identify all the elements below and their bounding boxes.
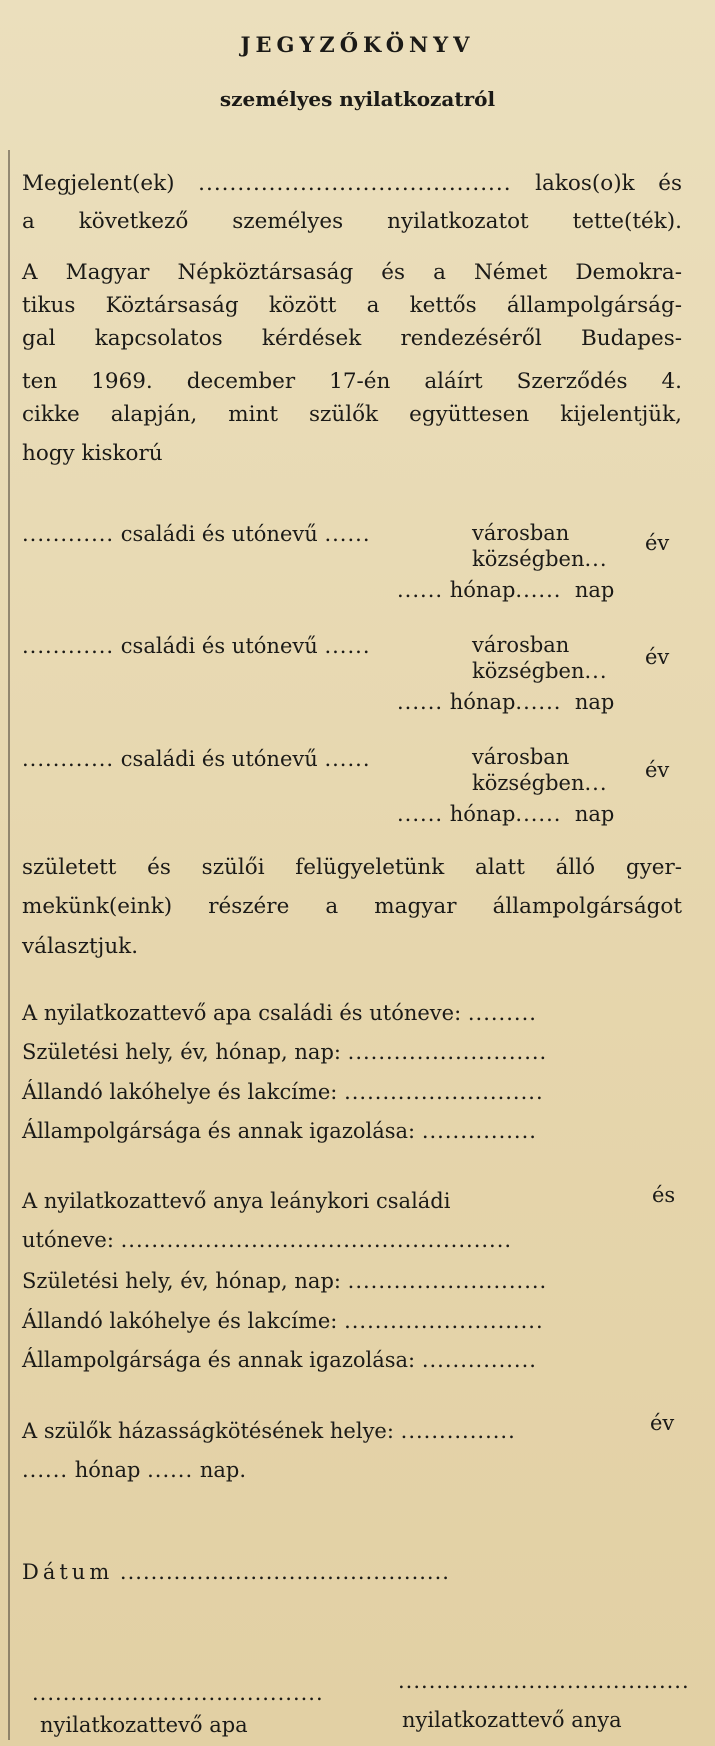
mother-name-line-1b: és [652, 1183, 676, 1207]
para1-line: hogy kiskorú [22, 441, 163, 466]
margin-rule [8, 150, 10, 1740]
marriage-date-line: ...... hónap ...... nap. [22, 1458, 247, 1482]
mother-signature-label: nyilatkozattevő anya [402, 1708, 622, 1732]
father-name-line: A nyilatkozattevő apa családi és utóneve: ......... [22, 1001, 537, 1025]
child-2-city: városban [472, 633, 570, 657]
child-1-year: év [645, 531, 670, 555]
mother-address-line: Állandó lakóhelye és lakcíme: .......................... [22, 1309, 544, 1333]
para1-line: ten 1969. december 17-én aláírt Szerződés 4. [22, 369, 682, 394]
mother-citizenship-line: Állampolgársága és annak igazolása: ............... [22, 1348, 537, 1372]
child-1-city: városban [472, 521, 570, 545]
para2-line: született és szülői felügyeletünk alatt álló gyer- [22, 855, 682, 880]
marriage-year: év [650, 1411, 675, 1435]
mother-name-line-1: A nyilatkozattevő anya leánykori családi [22, 1189, 451, 1213]
child-3-date: ...... hónap...... nap [397, 802, 615, 826]
para1-line: cikke alapján, mint szülők együttesen kijelentjük, [22, 402, 682, 427]
father-signature-label: nyilatkozattevő apa [40, 1713, 248, 1737]
document-title: JEGYZŐKÖNYV [240, 32, 475, 57]
document-subtitle: személyes nyilatkozatról [219, 87, 496, 111]
intro-line-1: Megjelent(ek) ........................................ lakos(o)k és [22, 171, 683, 196]
father-citizenship-line: Állampolgársága és annak igazolása: ............... [22, 1119, 537, 1143]
para2-line: választjuk. [22, 934, 139, 959]
mother-birth-line: Születési hely, év, hónap, nap: .......................... [22, 1269, 548, 1293]
date-line: Dátum ........................................... [22, 1560, 450, 1584]
child-3-village: községben... [472, 771, 608, 795]
marriage-place-line: A szülők házasságkötésének helye: ............... [22, 1419, 516, 1443]
mother-name-line-2: utóneve: ................................................... [22, 1228, 513, 1252]
child-2-date: ...... hónap...... nap [397, 690, 615, 714]
child-3-city: városban [472, 745, 570, 769]
child-1-date: ...... hónap...... nap [397, 578, 615, 602]
intro-line-2: a következő személyes nyilatkozatot tette(ték). [22, 209, 682, 234]
child-1-village: községben... [472, 547, 608, 571]
para1-line: A Magyar Népköztársaság és a Német Demokra- [22, 260, 682, 285]
father-signature-dots: ...................................... [32, 1681, 324, 1705]
child-2-year: év [645, 645, 670, 669]
father-birth-line: Születési hely, év, hónap, nap: .......................... [22, 1040, 548, 1064]
child-2-village: községben... [472, 659, 608, 683]
para1-line: gal kapcsolatos kérdések rendezéséről Budapes- [22, 326, 682, 351]
para1-line: tikus Köztársaság között a kettős állampolgárság- [22, 293, 682, 318]
father-address-line: Állandó lakóhelye és lakcíme: .......................... [22, 1080, 544, 1104]
child-1-name: ............ családi és utónevű ...... [22, 522, 371, 546]
child-3-name: ............ családi és utónevű ...... [22, 747, 371, 771]
child-3-year: év [645, 758, 670, 782]
para2-line: mekünk(eink) részére a magyar állampolgárságot [22, 894, 682, 919]
child-2-name: ............ családi és utónevű ...... [22, 634, 371, 658]
mother-signature-dots: ...................................... [398, 1669, 690, 1693]
